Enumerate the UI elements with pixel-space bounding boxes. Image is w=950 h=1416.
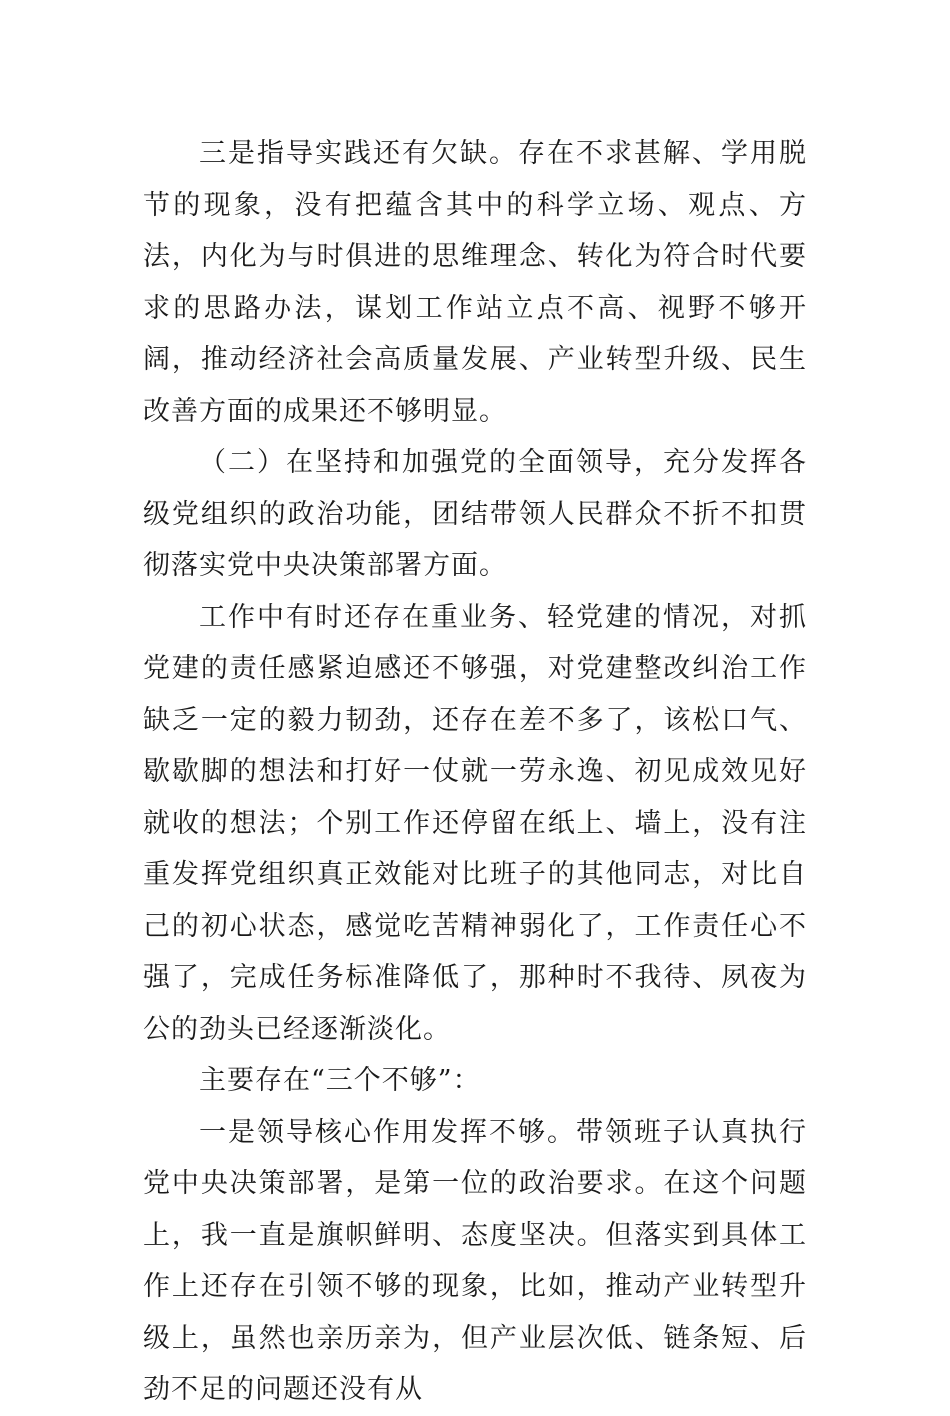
paragraph-three-insufficiencies: 主要存在“三个不够”：	[199, 1065, 481, 1096]
document-body	[143, 128, 807, 1416]
paragraph-leadership-core-role: 一是领导核心作用发挥不够。带领班子认真执行党中央决策部署，是第一位的政治要求。在这个问题上，我一直是旗帜鲜明、态度坚决。但落实到具体工作上还存在引领不够的现象，比如，推动产业转型升级上，虽然也亲历亲为，但产业层次低、链条短、后劲不足的问题还没有从	[143, 1116, 807, 1405]
paragraph-practice-guidance: 三是指导实践还有欠缺。存在不求甚解、学用脱节的现象，没有把蕴含其中的科学立场、观点、方法，内化为与时俱进的思维理念、转化为符合时代要求的思路办法，谋划工作站立点不高、视野不够开阔，推动经济社会高质量发展、产业转型升级、民生改善方面的成果还不够明显。	[143, 138, 807, 427]
paragraph-section-two-heading: （二）在坚持和加强党的全面领导，充分发挥各级党组织的政治功能，团结带领人民群众不折不扣贯彻落实党中央决策部署方面。	[143, 447, 807, 581]
paragraph-party-building-issues: 工作中有时还存在重业务、轻党建的情况，对抓党建的责任感紧迫感还不够强，对党建整改纠治工作缺乏一定的毅力韧劲，还存在差不多了，该松口气、歇歇脚的想法和打好一仗就一劳永逸、初见成效见好就收的想法；个别工作还停留在纸上、墙上，没有注重发挥党组织真正效能对比班子的其他同志，对比自己的初心状态，感觉吃苦精神弱化了，工作责任心不强了，完成任务标准降低了，那种时不我待、夙夜为公的劲头已经逐渐淡化。	[143, 601, 807, 1045]
